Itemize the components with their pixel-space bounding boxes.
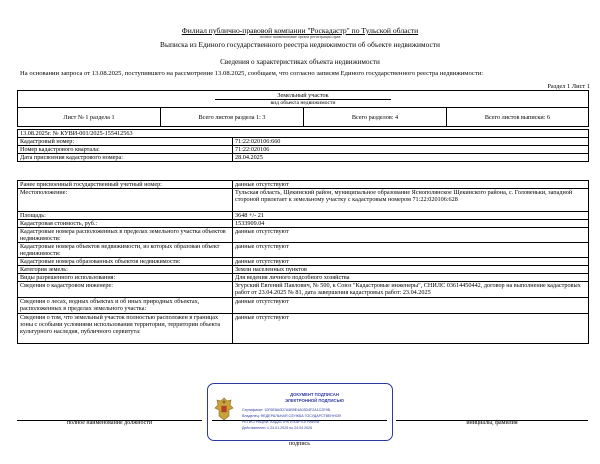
details-row-value: данные отсутствуют — [233, 243, 589, 258]
details-row-value: 3648 +/- 21 — [233, 212, 589, 220]
stamp-owner: Владелец: ФЕДЕРАЛЬНАЯ СЛУЖБА ГОСУДАРСТВЕННОЙ — [242, 414, 341, 418]
details-row-label: Кадастровые номера расположенных в пределах земельного участка объектов недвижимости: — [18, 228, 233, 243]
object-type-cell — [18, 91, 589, 108]
section-sheet-label: Раздел 1 Лист 1 — [547, 83, 590, 90]
electronic-signature-stamp — [207, 383, 393, 441]
details-row-label: Ранее присвоенный государственный учетный номер: — [18, 181, 233, 189]
stamp-title-line2: ЭЛЕКТРОННОЙ ПОДПИСЬЮ — [285, 398, 344, 403]
sheets-in-section: Всего листов раздела 1: 3 — [161, 108, 304, 127]
details-row-label: Сведения о кадастровом инженере: — [18, 282, 233, 298]
position-caption: полное наименование должности — [66, 420, 153, 426]
details-row-label: Сведения о том, что земельный участок полностью расположен в границах зоны с особыми условиями использования территории, территории объекта культурного наследия, публичного сервитута: — [18, 314, 233, 344]
section-title: Сведения о характеристиках объекта недвижимости — [220, 58, 380, 66]
details-table — [17, 180, 589, 344]
details-row-label: Кадастровая стоимость, руб.: — [18, 220, 233, 228]
details-row-value: Для ведения личного подсобного хозяйства — [233, 274, 589, 282]
organization-name: Филиал публично-правовой компании "Роскадастр" по Тульской области — [181, 26, 419, 35]
details-row-value: Тульская область, Щекинский район, муниципальное образование Яснополянское Щекинского района, с. Головеньки, западной стороной прилегает к земельному участку с кадастровым номером 71:22:020106:628 — [233, 189, 589, 212]
details-row-value: данные отсутствуют — [233, 258, 589, 266]
basis-text: На основании запроса от 13.08.2025, поступившего на рассмотрение 13.08.2025, сообщаем, что согласно записям Единого государственного реестра недвижимости: — [20, 70, 484, 77]
details-row-value: данные отсутствуют — [233, 314, 589, 344]
object-type: Земельный участок — [277, 92, 329, 99]
stamp-validity: Действителен: с 24.01.2025 по 24.04.2026 — [242, 426, 313, 430]
details-row-value: 1533909.04 — [233, 220, 589, 228]
object-header-table — [17, 90, 589, 127]
details-row-value: данные отсутствуют — [233, 181, 589, 189]
object-type-note: вид объекта недвижимости — [215, 99, 391, 107]
extract-title: Выписка из Единого государственного реестра недвижимости об объекте недвижимости — [160, 40, 440, 49]
registry-row-label: Кадастровый номер: — [18, 138, 233, 146]
sheets-total: Всего листов выписки: 6 — [447, 108, 589, 127]
registry-row-value: 71:22:020106 — [233, 146, 589, 154]
details-row-label: Площадь: — [18, 212, 233, 220]
name-caption: инициалы, фамилия — [466, 420, 518, 426]
details-row-value: данные отсутствуют — [233, 228, 589, 243]
registry-row-value: 28.04.2025 — [233, 154, 589, 162]
stamp-title-line1: ДОКУМЕНТ ПОДПИСАН — [290, 392, 339, 397]
organization-note: полное наименование органа регистрации прав — [259, 34, 341, 39]
sections-total: Всего разделов: 4 — [304, 108, 447, 127]
registry-row-label: Номер кадастрового квартала: — [18, 146, 233, 154]
registry-row-value: 71:22:020106:660 — [233, 138, 589, 146]
details-row-value: данные отсутствуют — [233, 298, 589, 314]
stamp-owner-cont: РЕГИСТРАЦИИ, КАДАСТРА И КАРТОГРАФИИ — [242, 420, 320, 424]
details-row-label: Местоположение: — [18, 189, 233, 212]
registry-row-label: Дата присвоения кадастрового номера: — [18, 154, 233, 162]
details-row-label: Виды разрешенного использования: — [18, 274, 233, 282]
registry-table — [17, 129, 589, 162]
details-row-label: Сведения о лесах, водных объектах и об иных природных объектах, расположенных в пределах земельного участка: — [18, 298, 233, 314]
details-row-value: Згурский Евгений Павлович, № 500, к Союз "Кадастровые инженеры", СНИЛС 03614450442, договор на выполнение кадастровых работ от 23.04.2025 № 81, дата завершения кадастровых работ: 23.04.2025 — [233, 282, 589, 298]
stamp-certificate: Сертификат: 10F6E8A0D7A5B9E4A03D4F2A1C2E9B — [242, 408, 331, 412]
extract-date-number: 13.08.2025г. № КУВИ-001/2025-155412563 — [18, 130, 589, 138]
sheet-label: Лист № 1 раздела 1 — [18, 108, 161, 127]
details-row-label: Кадастровые номера объектов недвижимости, из которых образован объект недвижимости: — [18, 243, 233, 258]
details-row-label: Кадастровые номера образованных объектов недвижимости: — [18, 258, 233, 266]
signature-caption: подпись — [289, 441, 310, 447]
eagle-emblem-icon — [214, 396, 234, 422]
details-row-value: Земли населенных пунктов — [233, 266, 589, 274]
details-row-label: Категория земель: — [18, 266, 233, 274]
